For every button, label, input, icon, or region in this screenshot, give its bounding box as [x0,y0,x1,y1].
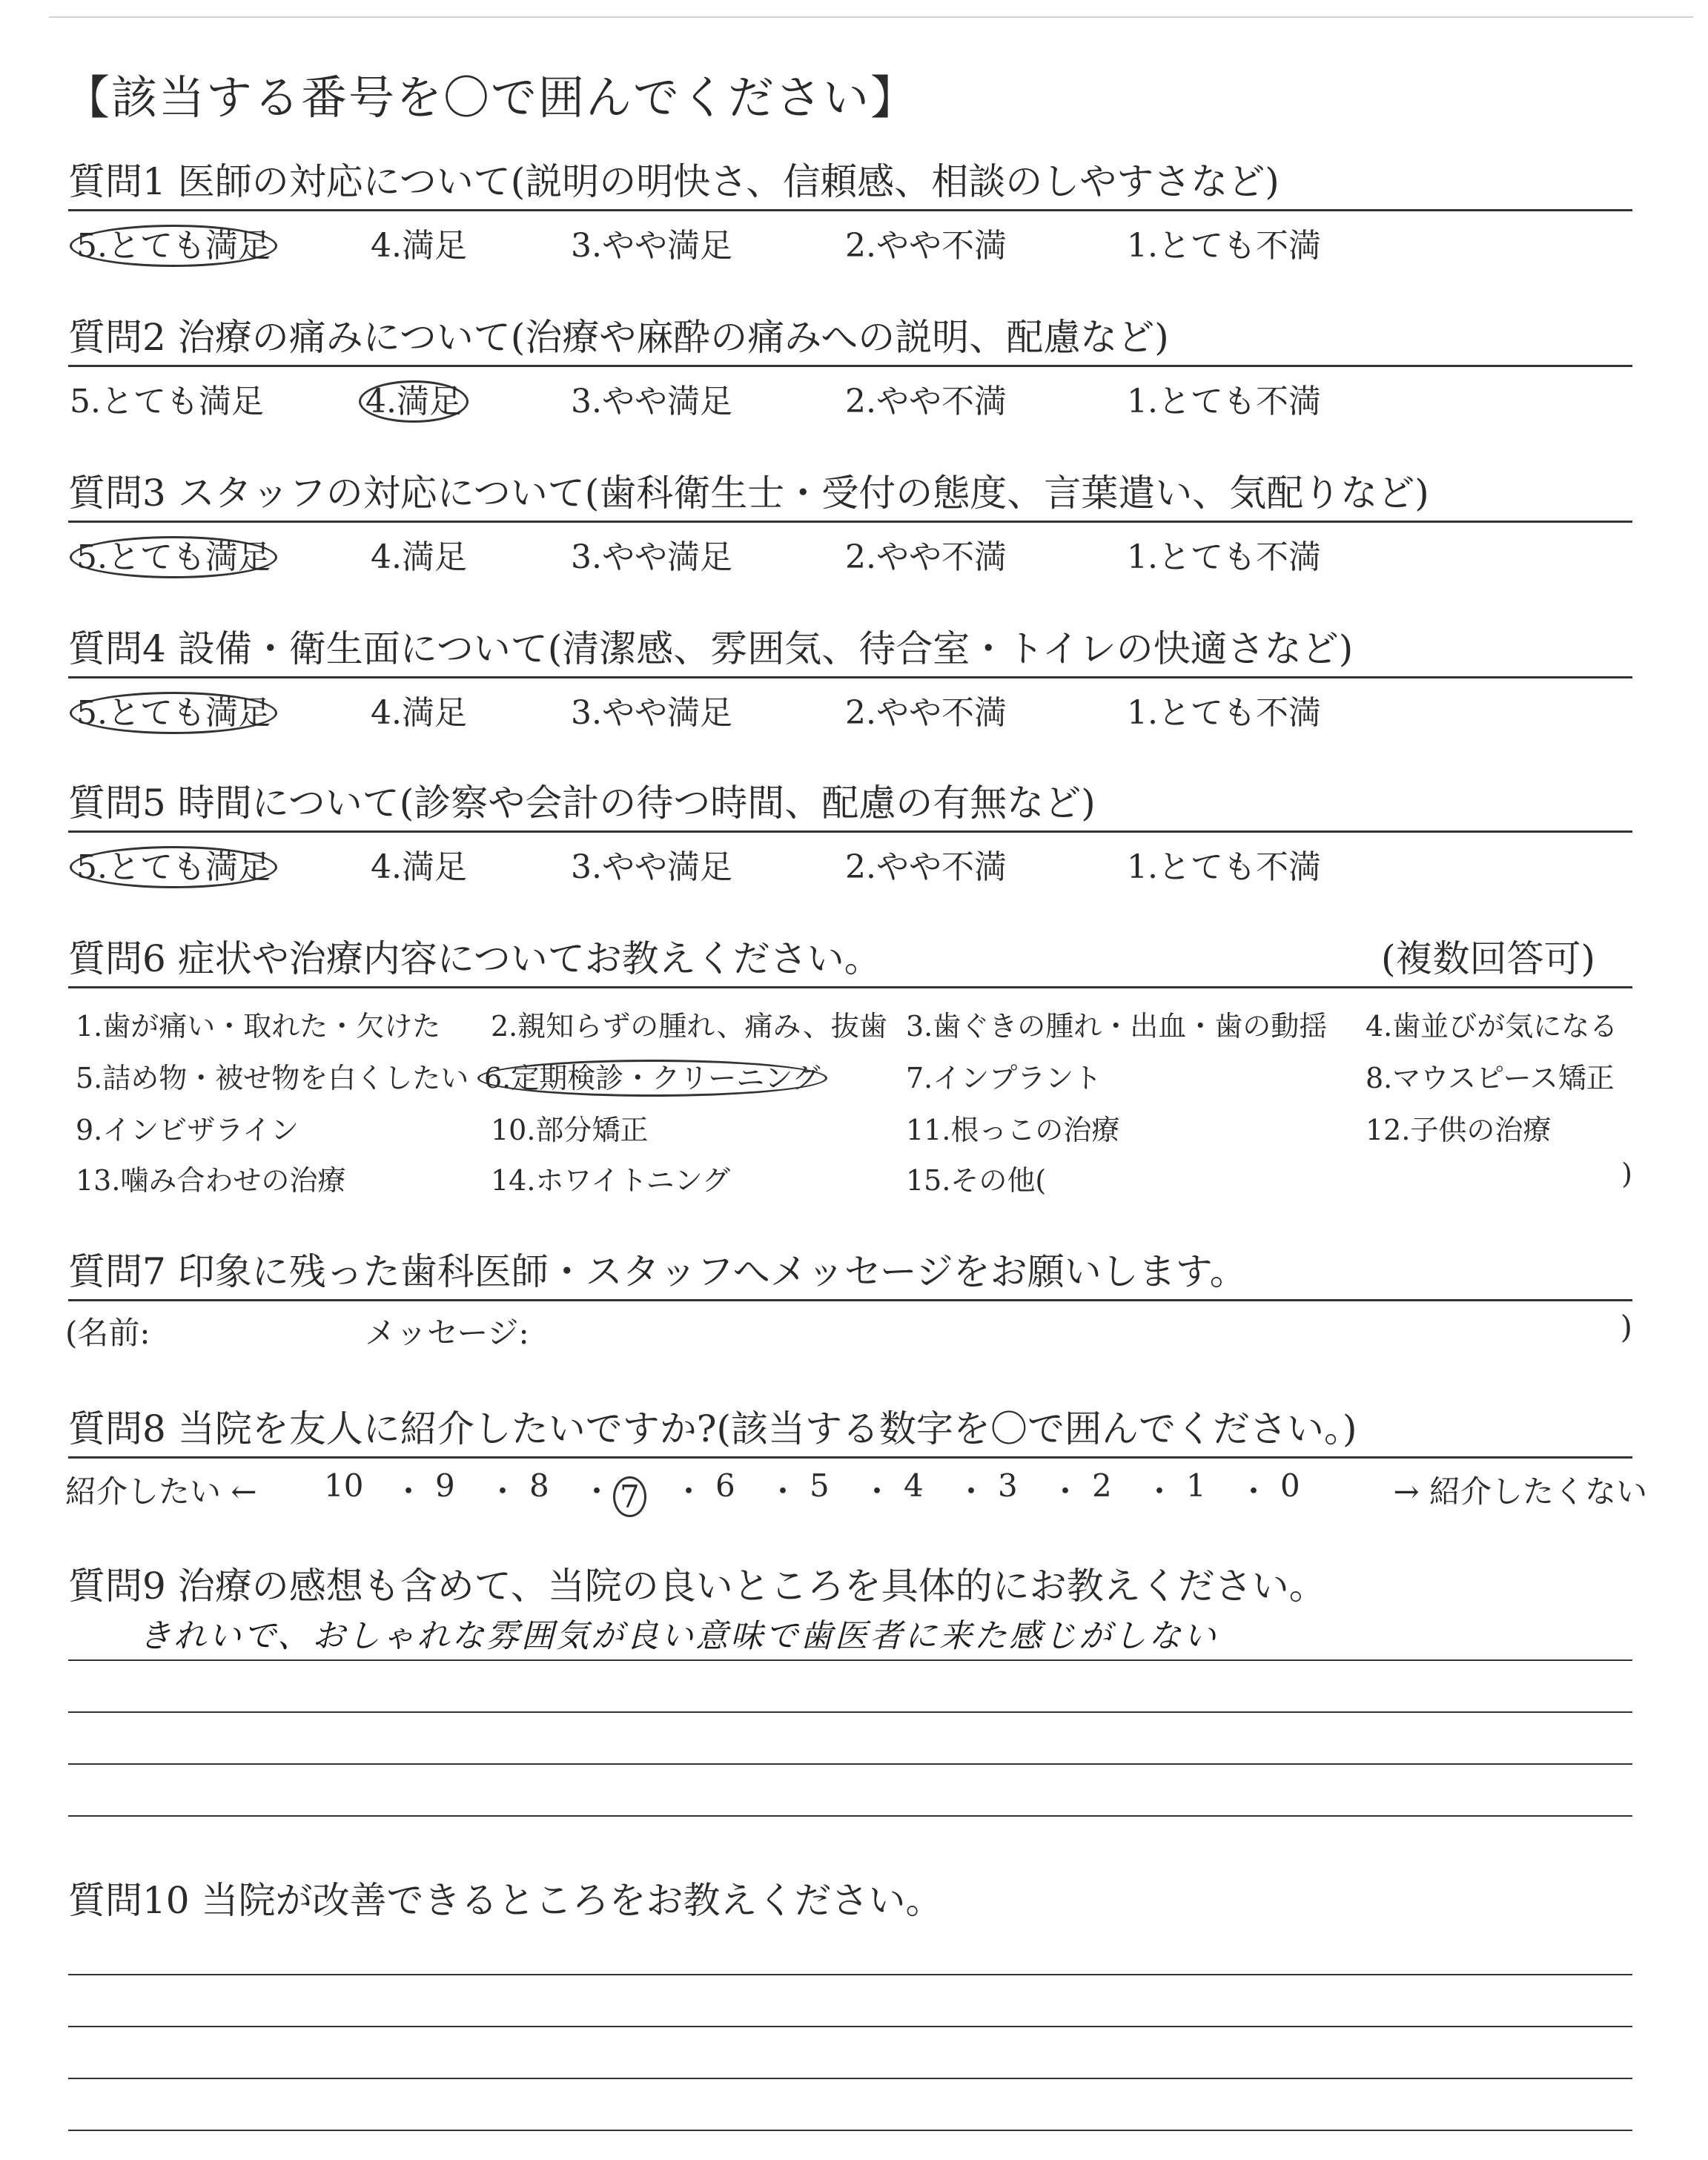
rating-choices [68,211,1632,265]
choice-1[interactable]: 1.とても不満 [1127,383,1321,420]
answer-line [68,1923,1632,1975]
question-9 [68,1563,1632,1817]
rating-choices [68,833,1632,886]
other-close-paren: ) [1621,1157,1632,1190]
question-5 [68,780,1632,886]
choice-4[interactable]: 4.満足 [371,694,467,732]
option-1[interactable]: 1.歯が痛い・取れた・欠けた [76,1010,441,1043]
referral-scale [65,1459,1647,1515]
form-instruction: 【該当する番号を〇で囲んでください】 [64,70,918,125]
choice-5[interactable] [70,219,277,266]
question-7 [65,1249,1632,1351]
choice-3[interactable]: 3.やや満足 [571,848,732,886]
rating-choices [68,678,1632,732]
question-3-title: 質問3 スタッフの対応について(歯科衛生士・受付の態度、言葉遣い、気配りなど) [68,472,1429,515]
choice-1[interactable]: 1.とても不満 [1127,538,1321,576]
choice-4[interactable]: 4.満足 [371,538,467,576]
message-field[interactable] [65,1301,1632,1351]
option-14[interactable]: 14.ホワイトニング [491,1164,731,1197]
answer-line [68,1713,1632,1765]
option-11[interactable]: 11.根っこの治療 [906,1114,1120,1146]
choice-2[interactable]: 2.やや不満 [845,227,1007,265]
answer-lines[interactable] [68,1923,1632,2131]
option-5[interactable]: 5.詰め物・被せ物を白くしたい [76,1062,469,1094]
question-6 [68,936,1632,1203]
scale-4[interactable]: 4 [904,1467,924,1504]
option-7[interactable]: 7.インプラント [906,1062,1102,1094]
scale-10[interactable]: 10 [324,1467,364,1504]
message-close-paren: ) [1620,1309,1632,1345]
message-label: メッセージ: [365,1315,529,1351]
question-9-title: 質問9 治療の感想も含めて、当院の良いところを具体的にお教えください。 [68,1565,1326,1608]
scale-sep: ・ [487,1473,519,1510]
selected-circle: 5.とても満足 [70,846,277,888]
option-3[interactable]: 3.歯ぐきの腫れ・出血・歯の動揺 [906,1010,1328,1043]
answer-line [68,1661,1632,1713]
scale-2[interactable]: 2 [1092,1467,1112,1504]
choice-2[interactable]: 2.やや不満 [845,383,1007,420]
scale-sep: ・ [861,1473,893,1510]
scale-sep: ・ [393,1473,425,1510]
option-4[interactable]: 4.歯並びが気になる [1366,1010,1618,1043]
scale-0[interactable]: 0 [1280,1467,1300,1504]
name-label: (名前: [65,1315,150,1351]
question-1-title: 質問1 医師の対応について(説明の明快さ、信頼感、相談のしやすさなど) [68,160,1280,203]
question-1 [68,159,1632,265]
scale-sep: ・ [767,1473,799,1510]
scale-9[interactable]: 9 [435,1467,455,1504]
answer-line [68,1609,1632,1661]
selected-circle: 5.とても満足 [70,225,277,267]
choice-5[interactable]: 5.とても満足 [70,383,264,420]
question-10-title: 質問10 当院が改善できるところをお教えください。 [68,1879,943,1922]
choice-2[interactable]: 2.やや不満 [845,848,1007,886]
option-13[interactable]: 13.噛み合わせの治療 [76,1164,346,1197]
option-8[interactable]: 8.マウスピース矯正 [1366,1062,1615,1094]
question-6-title: 質問6 症状や治療内容についてお教えください。 [68,937,881,980]
question-2-title: 質問2 治療の痛みについて(治療や麻酔の痛みへの説明、配慮など) [68,316,1169,359]
answer-line [68,2079,1632,2131]
choice-2[interactable]: 2.やや不満 [845,538,1007,576]
question-4-title: 質問4 設備・衛生面について(清潔感、雰囲気、待合室・トイレの快適さなど) [68,627,1354,670]
option-2[interactable]: 2.親知らずの腫れ、痛み、抜歯 [491,1010,887,1043]
choice-3[interactable]: 3.やや満足 [571,694,732,732]
answer-lines[interactable] [68,1609,1632,1817]
answer-line [68,1975,1632,2027]
scale-sep: ・ [956,1473,987,1510]
question-2 [68,314,1632,420]
scale-sep: ・ [1050,1473,1082,1510]
selected-circle: 5.とても満足 [70,536,277,578]
question-10 [68,1877,1632,2131]
question-5-title: 質問5 時間について(診察や会計の待つ時間、配慮の有無など) [68,782,1096,825]
selected-circle: 4.満足 [359,380,469,423]
scale-sep: ・ [581,1473,613,1510]
scale-6[interactable]: 6 [715,1467,735,1504]
option-15[interactable]: 15.その他( [906,1164,1047,1197]
option-9[interactable]: 9.インビザライン [76,1114,299,1146]
scale-right-label: → 紹介したくない [1393,1473,1647,1510]
scale-sep: ・ [673,1473,705,1510]
scale-8[interactable]: 8 [529,1467,549,1504]
rating-choices [68,523,1632,576]
scale-sep: ・ [1238,1473,1270,1510]
option-12[interactable]: 12.子供の治療 [1366,1114,1552,1146]
choice-4[interactable]: 4.満足 [371,848,467,886]
choice-5[interactable] [70,530,277,578]
option-6[interactable] [477,1055,827,1096]
question-7-title: 質問7 印象に残った歯科医師・スタッフへメッセージをお願いします。 [68,1250,1247,1293]
choice-3[interactable]: 3.やや満足 [571,538,732,576]
handwritten-answer: きれいで、おしゃれな雰囲気が良い意味で歯医者に来た感じがしない [139,1617,1219,1655]
scale-5[interactable]: 5 [810,1467,830,1504]
answer-line [68,1765,1632,1817]
choice-5[interactable] [70,840,277,888]
choice-4[interactable]: 4.満足 [371,227,467,265]
question-3 [68,470,1632,576]
choice-1[interactable]: 1.とても不満 [1127,694,1321,732]
multiple-answers-note: (複数回答可) [1380,937,1595,980]
option-10[interactable]: 10.部分矯正 [491,1114,649,1146]
scale-1[interactable]: 1 [1186,1467,1206,1504]
selected-circle: 5.とても満足 [70,692,277,734]
scale-3[interactable]: 3 [998,1467,1018,1504]
rating-choices [68,367,1632,420]
scale-left-label: 紹介したい ← [65,1473,257,1510]
question-8 [65,1406,1647,1515]
choice-5[interactable] [70,686,277,733]
selected-circle: 7 [613,1476,646,1517]
question-8-title: 質問8 当院を友人に紹介したいですか?(該当する数字を〇で囲んでください。) [68,1407,1357,1450]
top-border [49,16,1693,18]
choice-2[interactable]: 2.やや不満 [845,694,1007,732]
answer-line [68,2027,1632,2079]
choice-4[interactable] [359,374,469,422]
question-6-title-row [68,936,1632,982]
choice-1[interactable]: 1.とても不満 [1127,848,1321,886]
scale-sep: ・ [1144,1473,1176,1510]
treatment-options [68,988,1632,1203]
selected-circle: 6.定期検診・クリーニング [477,1060,827,1097]
choice-1[interactable]: 1.とても不満 [1127,227,1321,265]
question-4 [68,626,1632,732]
choice-3[interactable]: 3.やや満足 [571,227,732,265]
choice-3[interactable]: 3.やや満足 [571,383,732,420]
